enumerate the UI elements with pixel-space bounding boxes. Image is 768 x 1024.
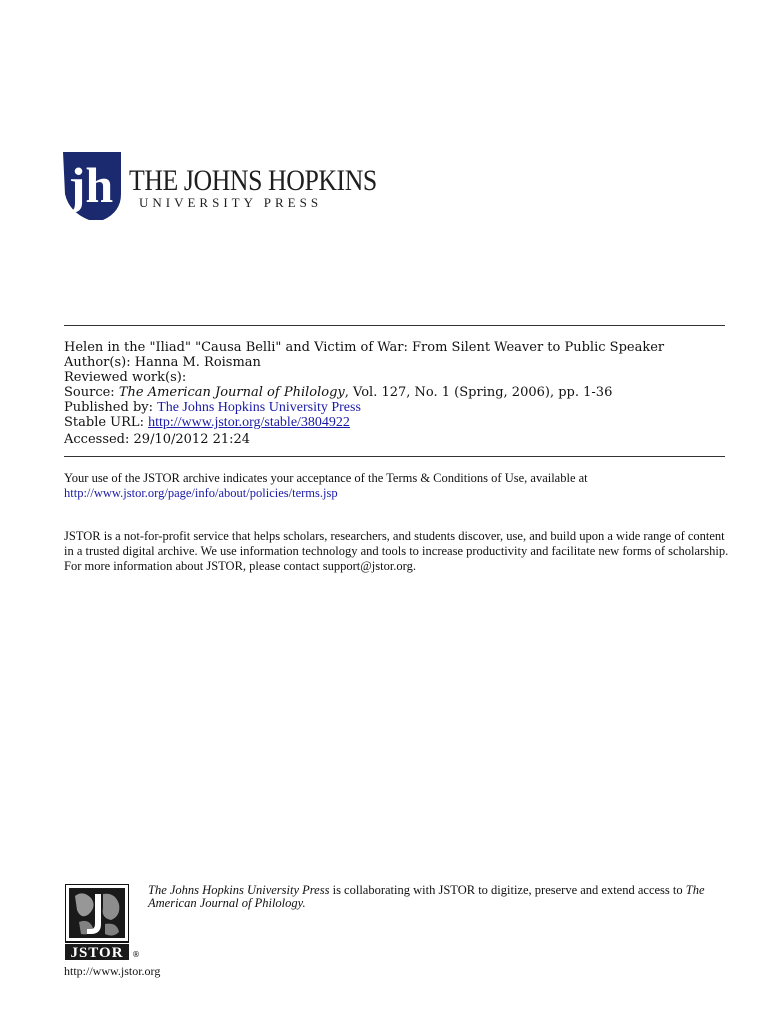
terms-link[interactable]: http://www.jstor.org/page/info/about/policies/terms.jsp (64, 486, 338, 500)
terms-text: Your use of the JSTOR archive indicates your acceptance of the Terms & Conditions of Use, available at (64, 471, 588, 485)
published-by-row (64, 400, 734, 415)
divider-top (64, 325, 725, 326)
author-label: Author(s): (64, 355, 131, 370)
stable-url-link[interactable]: http://www.jstor.org/stable/3804922 (148, 415, 350, 430)
accessed-row (64, 432, 734, 447)
collab-publisher: The Johns Hopkins University Press (148, 883, 330, 897)
jstor-logo-icon (65, 884, 129, 960)
stable-url-row (64, 415, 734, 430)
jh-shield-icon (63, 150, 125, 222)
published-label: Published by: (64, 400, 153, 415)
divider-bottom (64, 456, 725, 457)
collab-text: is collaborating with JSTOR to digitize, preserve and extend access to (329, 883, 686, 897)
collaboration-note (148, 884, 728, 910)
publisher-subtitle: UNIVERSITY PRESS (139, 195, 323, 210)
publisher-link[interactable]: The Johns Hopkins University Press (157, 400, 361, 415)
accessed-label: Accessed: (64, 432, 130, 447)
terms-notice (64, 471, 729, 501)
author-name: Hanna M. Roisman (134, 355, 261, 370)
article-title: Helen in the "Iliad" "Causa Belli" and Victim of War: From Silent Weaver to Public Speaker (64, 340, 665, 355)
journal-title: The American Journal of Philology (118, 385, 345, 400)
publisher-logo (63, 150, 377, 226)
reviewed-works-row (64, 370, 734, 385)
jstor-notice: JSTOR is a not-for-profit service that helps scholars, researchers, and students discover, use, and build upon a wide range of content in a trusted digital archive. We use information technology and tools to increase productivity and facilitate new forms of scholarship. For more information about JSTOR, please contact support@jstor.org. (64, 529, 729, 573)
source-label: Source: (64, 385, 115, 400)
jstor-logo-text: JSTOR (70, 945, 124, 960)
reviewed-label: Reviewed work(s): (64, 370, 187, 385)
registered-mark: ® (132, 950, 140, 959)
citation-block (64, 340, 734, 447)
source-row (64, 385, 734, 400)
accessed-date: 29/10/2012 21:24 (133, 432, 251, 447)
author-row (64, 355, 734, 370)
collab-journal: The American Journal of Philology. (148, 883, 705, 910)
source-details: , Vol. 127, No. 1 (Spring, 2006), pp. 1-36 (344, 385, 613, 400)
publisher-name: THE JOHNS HOPKINS (129, 164, 377, 197)
stable-url-label: Stable URL: (64, 415, 144, 430)
jstor-url: http://www.jstor.org (64, 964, 161, 978)
jh-monogram: jh (68, 157, 114, 213)
